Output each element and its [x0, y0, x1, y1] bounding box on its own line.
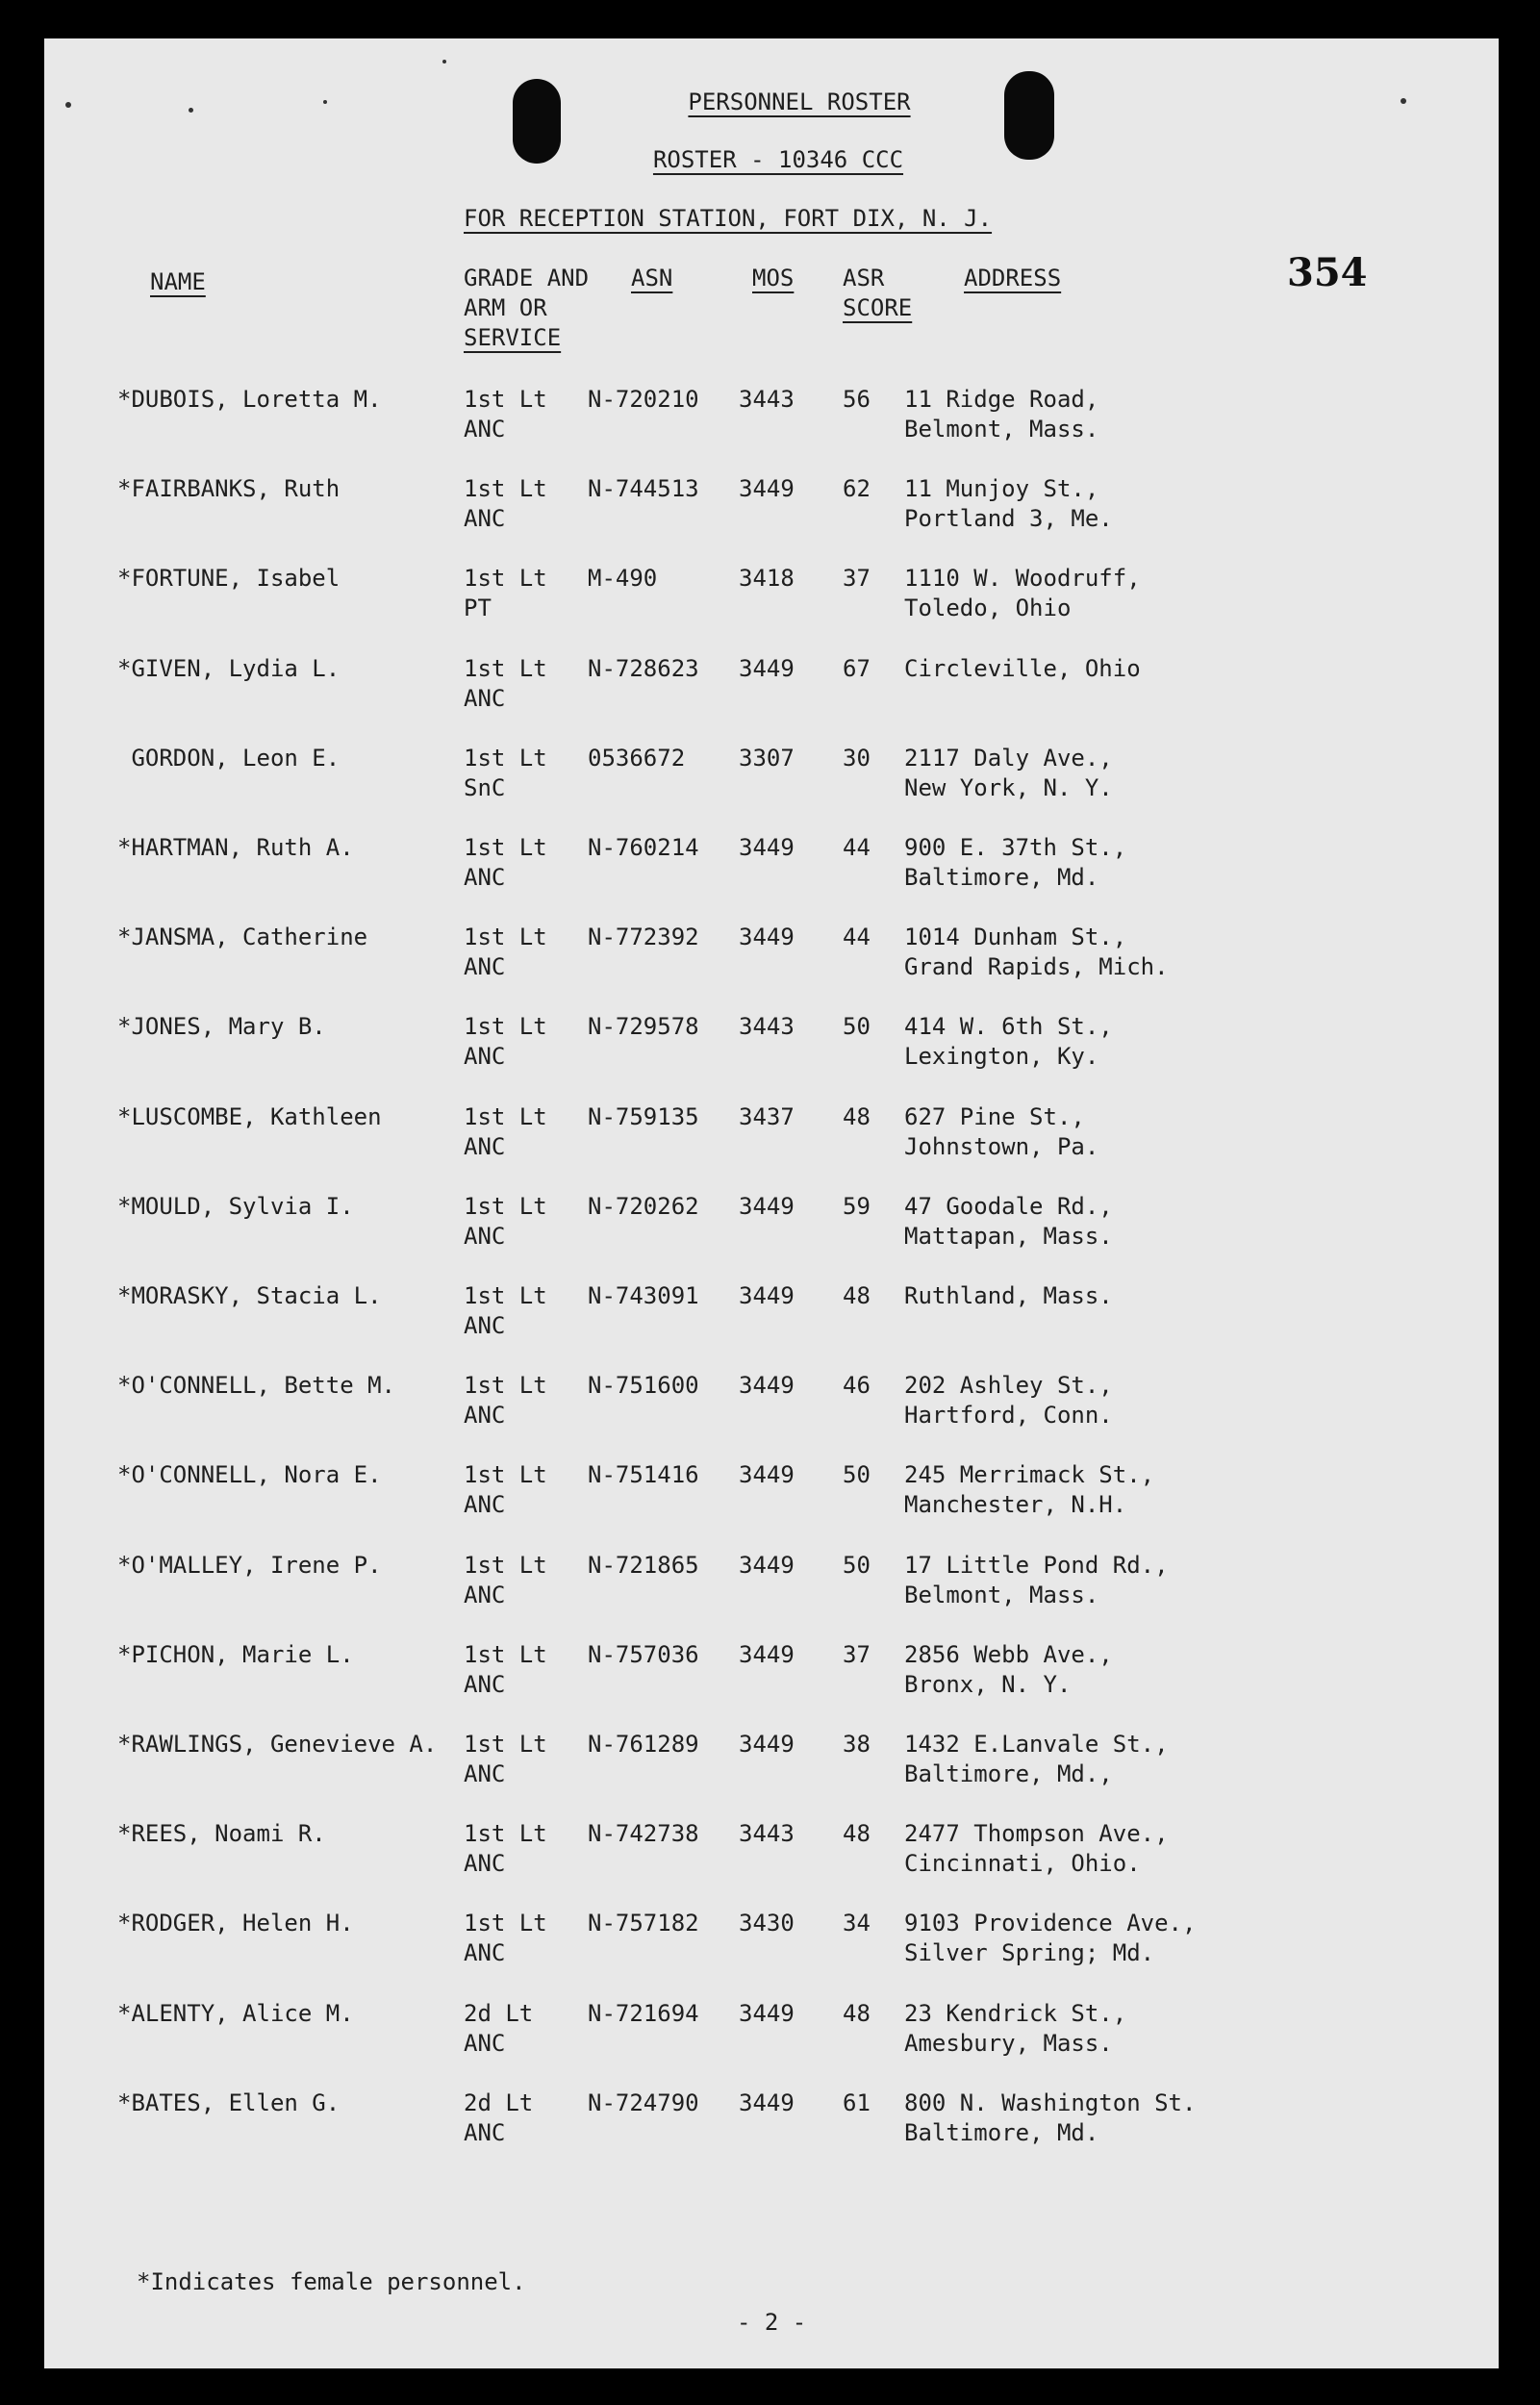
cell-service: ANC [464, 1312, 506, 1339]
cell-address-line1: 1432 E.Lanvale St., [904, 1731, 1169, 1758]
cell-mos: 3437 [739, 1102, 795, 1130]
cell-name: *LUSCOMBE, Kathleen [117, 1102, 382, 1130]
cell-service: ANC [464, 953, 506, 981]
cell-asr-score: 67 [843, 654, 871, 682]
table-row [44, 1819, 1499, 1879]
cell-asr-score: 44 [843, 834, 871, 861]
cell-asn: N-728623 [588, 654, 699, 682]
cell-mos: 3443 [739, 1820, 795, 1848]
cell-address-line2: Portland 3, Me. [904, 505, 1113, 533]
cell-address-line1: 2117 Daly Ave., [904, 744, 1113, 772]
cell-address-line1: Ruthland, Mass. [904, 1282, 1113, 1309]
cell-asn: N-751416 [588, 1461, 699, 1489]
cell-address-line1: 11 Ridge Road, [904, 386, 1099, 413]
cell-address-line1: 900 E. 37th St., [904, 834, 1127, 861]
cell-service: ANC [464, 1132, 506, 1160]
cell-address-line2: Baltimore, Md. [904, 864, 1099, 891]
cell-address-line1: 627 Pine St., [904, 1102, 1085, 1130]
cell-address-line1: 1014 Dunham St., [904, 924, 1127, 951]
cell-asr-score: 46 [843, 1372, 871, 1400]
cell-mos: 3443 [739, 386, 795, 413]
cell-name: *RAWLINGS, Genevieve A. [117, 1731, 438, 1758]
cell-mos: 3449 [739, 924, 795, 951]
cell-mos: 3418 [739, 565, 795, 593]
cell-asr-score: 50 [843, 1013, 871, 1041]
cell-address-line1: 9103 Providence Ave., [904, 1910, 1197, 1937]
cell-grade: 1st Lt [464, 744, 547, 772]
cell-service: ANC [464, 864, 506, 891]
table-row [44, 1012, 1499, 1072]
column-header-asr-score: ASR SCORE [843, 265, 913, 321]
cell-asr-score: 48 [843, 1282, 871, 1309]
cell-service: ANC [464, 1850, 506, 1878]
cell-mos: 3430 [739, 1910, 795, 1937]
cell-mos: 3449 [739, 1551, 795, 1579]
cell-asn: N-721694 [588, 1999, 699, 2027]
cell-service: ANC [464, 2118, 506, 2146]
cell-asn: N-761289 [588, 1731, 699, 1758]
cell-name: *JANSMA, Catherine [117, 924, 368, 951]
cell-grade: 1st Lt [464, 386, 547, 413]
cell-name: *DUBOIS, Loretta M. [117, 386, 382, 413]
table-row [44, 744, 1499, 803]
cell-mos: 3449 [739, 1731, 795, 1758]
table-row [44, 385, 1499, 444]
cell-mos: 3449 [739, 1640, 795, 1668]
cell-service: ANC [464, 416, 506, 443]
cell-service: ANC [464, 505, 506, 533]
cell-asn: N-743091 [588, 1282, 699, 1309]
cell-address-line2: Belmont, Mass. [904, 1581, 1099, 1608]
cell-grade: 1st Lt [464, 1731, 547, 1758]
cell-grade: 1st Lt [464, 1282, 547, 1309]
cell-mos: 3449 [739, 1282, 795, 1309]
cell-address-line1: 800 N. Washington St. [904, 2089, 1197, 2116]
cell-asr-score: 50 [843, 1551, 871, 1579]
cell-address-line2: Mattapan, Mass. [904, 1222, 1113, 1250]
cell-name: *JONES, Mary B. [117, 1013, 326, 1041]
cell-name: *MORASKY, Stacia L. [117, 1282, 382, 1309]
cell-address-line1: 23 Kendrick St., [904, 1999, 1127, 2027]
footnote: *Indicates female personnel. [137, 2268, 526, 2295]
cell-address-line2: Cincinnati, Ohio. [904, 1850, 1141, 1878]
cell-name: *O'CONNELL, Nora E. [117, 1461, 382, 1489]
cell-mos: 3449 [739, 1372, 795, 1400]
cell-mos: 3449 [739, 1192, 795, 1220]
column-header-asn: ASN [631, 265, 673, 291]
cell-service: ANC [464, 1581, 506, 1608]
cell-address-line2: Johnstown, Pa. [904, 1132, 1099, 1160]
table-row [44, 564, 1499, 623]
cell-grade: 1st Lt [464, 475, 547, 503]
cell-asr-score: 48 [843, 1999, 871, 2027]
cell-address-line1: 414 W. 6th St., [904, 1013, 1113, 1041]
cell-address-line1: 1110 W. Woodruff, [904, 565, 1141, 593]
table-row [44, 833, 1499, 893]
cell-name: *MOULD, Sylvia I. [117, 1192, 354, 1220]
cell-asr-score: 37 [843, 1640, 871, 1668]
cell-address-line1: 202 Ashley St., [904, 1372, 1113, 1400]
stamped-page-number: 354 [1287, 250, 1368, 295]
cell-mos: 3449 [739, 1999, 795, 2027]
cell-asr-score: 48 [843, 1820, 871, 1848]
cell-mos: 3449 [739, 475, 795, 503]
table-row [44, 1281, 1499, 1341]
cell-address-line2: Toledo, Ohio [904, 595, 1072, 622]
cell-asr-score: 30 [843, 744, 871, 772]
footer-page-number: - 2 - [737, 2309, 807, 2336]
cell-name: GORDON, Leon E. [117, 744, 341, 772]
cell-mos: 3449 [739, 834, 795, 861]
cell-address-line2: New York, N. Y. [904, 773, 1113, 801]
cell-asr-score: 59 [843, 1192, 871, 1220]
cell-grade: 2d Lt [464, 2089, 534, 2116]
table-row [44, 1640, 1499, 1700]
cell-asr-score: 34 [843, 1910, 871, 1937]
cell-service: ANC [464, 1222, 506, 1250]
cell-address-line2: Belmont, Mass. [904, 416, 1099, 443]
cell-service: SnC [464, 773, 506, 801]
cell-service: ANC [464, 2029, 506, 2057]
column-header-grade: GRADE AND ARM OR SERVICE [464, 265, 590, 351]
cell-grade: 1st Lt [464, 1640, 547, 1668]
cell-asn: N-757182 [588, 1910, 699, 1937]
cell-mos: 3443 [739, 1013, 795, 1041]
cell-asn: N-720262 [588, 1192, 699, 1220]
cell-asn: M-490 [588, 565, 658, 593]
cell-address-line1: 245 Merrimack St., [904, 1461, 1155, 1489]
cell-mos: 3307 [739, 744, 795, 772]
cell-name: *ALENTY, Alice M. [117, 1999, 354, 2027]
cell-grade: 1st Lt [464, 924, 547, 951]
cell-asr-score: 61 [843, 2089, 871, 2116]
cell-asr-score: 48 [843, 1102, 871, 1130]
cell-name: *FAIRBANKS, Ruth [117, 475, 341, 503]
cell-grade: 1st Lt [464, 1910, 547, 1937]
cell-address-line1: Circleville, Ohio [904, 654, 1141, 682]
table-row [44, 1730, 1499, 1789]
cell-name: *HARTMAN, Ruth A. [117, 834, 354, 861]
roster-title: PERSONNEL ROSTER [688, 89, 911, 115]
table-row [44, 1460, 1499, 1520]
table-row [44, 1999, 1499, 2059]
table-row [44, 1551, 1499, 1610]
cell-asn: N-729578 [588, 1013, 699, 1041]
cell-address-line2: Amesbury, Mass. [904, 2029, 1113, 2057]
cell-asn: N-744513 [588, 475, 699, 503]
cell-address-line1: 2477 Thompson Ave., [904, 1820, 1169, 1848]
cell-asn: N-759135 [588, 1102, 699, 1130]
cell-grade: 1st Lt [464, 1820, 547, 1848]
table-row [44, 923, 1499, 982]
cell-grade: 1st Lt [464, 1102, 547, 1130]
cell-address-line2: Silver Spring; Md. [904, 1939, 1155, 1967]
cell-address-line1: 47 Goodale Rd., [904, 1192, 1113, 1220]
cell-asn: N-742738 [588, 1820, 699, 1848]
cell-address-line2: Baltimore, Md., [904, 1760, 1113, 1787]
cell-address-line2: Grand Rapids, Mich. [904, 953, 1169, 981]
cell-name: *RODGER, Helen H. [117, 1910, 354, 1937]
cell-asn: N-724790 [588, 2089, 699, 2116]
cell-address-line1: 11 Munjoy St., [904, 475, 1099, 503]
cell-address-line1: 17 Little Pond Rd., [904, 1551, 1169, 1579]
table-row [44, 1102, 1499, 1162]
cell-name: *BATES, Ellen G. [117, 2089, 341, 2116]
cell-grade: 1st Lt [464, 1461, 547, 1489]
cell-asn: N-751600 [588, 1372, 699, 1400]
cell-asn: N-760214 [588, 834, 699, 861]
cell-service: ANC [464, 1760, 506, 1787]
cell-asn: N-757036 [588, 1640, 699, 1668]
cell-mos: 3449 [739, 654, 795, 682]
cell-grade: 1st Lt [464, 654, 547, 682]
cell-grade: 1st Lt [464, 834, 547, 861]
column-header-name: NAME [150, 268, 206, 295]
column-header-address: ADDRESS [964, 265, 1062, 291]
cell-service: ANC [464, 1491, 506, 1519]
table-row [44, 654, 1499, 714]
cell-grade: 2d Lt [464, 1999, 534, 2027]
cell-name: *O'CONNELL, Bette M. [117, 1372, 395, 1400]
cell-asr-score: 56 [843, 386, 871, 413]
cell-asn: 0536672 [588, 744, 686, 772]
column-header-mos: MOS [752, 265, 795, 291]
cell-address-line2: Baltimore, Md. [904, 2118, 1099, 2146]
cell-asn: N-721865 [588, 1551, 699, 1579]
cell-grade: 1st Lt [464, 1551, 547, 1579]
cell-name: *REES, Noami R. [117, 1820, 326, 1848]
cell-service: ANC [464, 684, 506, 712]
cell-address-line2: Bronx, N. Y. [904, 1670, 1072, 1698]
cell-asr-score: 38 [843, 1731, 871, 1758]
cell-asr-score: 37 [843, 565, 871, 593]
cell-address-line2: Lexington, Ky. [904, 1043, 1099, 1071]
table-row [44, 2089, 1499, 2148]
cell-name: *PICHON, Marie L. [117, 1640, 354, 1668]
cell-grade: 1st Lt [464, 1192, 547, 1220]
table-row [44, 474, 1499, 534]
cell-name: *GIVEN, Lydia L. [117, 654, 341, 682]
roster-location: FOR RECEPTION STATION, FORT DIX, N. J. [464, 205, 993, 232]
cell-service: ANC [464, 1043, 506, 1071]
cell-mos: 3449 [739, 1461, 795, 1489]
cell-service: ANC [464, 1402, 506, 1430]
cell-name: *FORTUNE, Isabel [117, 565, 341, 593]
roster-subtitle: ROSTER - 10346 CCC [652, 146, 904, 173]
scan-speck [442, 60, 446, 63]
cell-mos: 3449 [739, 2089, 795, 2116]
cell-address-line2: Manchester, N.H. [904, 1491, 1127, 1519]
cell-service: ANC [464, 1670, 506, 1698]
cell-grade: 1st Lt [464, 1372, 547, 1400]
table-row [44, 1371, 1499, 1430]
table-row [44, 1192, 1499, 1252]
cell-asr-score: 44 [843, 924, 871, 951]
cell-name: *O'MALLEY, Irene P. [117, 1551, 382, 1579]
cell-asr-score: 50 [843, 1461, 871, 1489]
cell-grade: 1st Lt [464, 565, 547, 593]
cell-grade: 1st Lt [464, 1013, 547, 1041]
cell-service: PT [464, 595, 492, 622]
cell-asn: N-772392 [588, 924, 699, 951]
document-page [44, 38, 1499, 2368]
cell-service: ANC [464, 1939, 506, 1967]
cell-address-line2: Hartford, Conn. [904, 1402, 1113, 1430]
cell-asn: N-720210 [588, 386, 699, 413]
cell-address-line1: 2856 Webb Ave., [904, 1640, 1113, 1668]
cell-asr-score: 62 [843, 475, 871, 503]
table-row [44, 1909, 1499, 1968]
